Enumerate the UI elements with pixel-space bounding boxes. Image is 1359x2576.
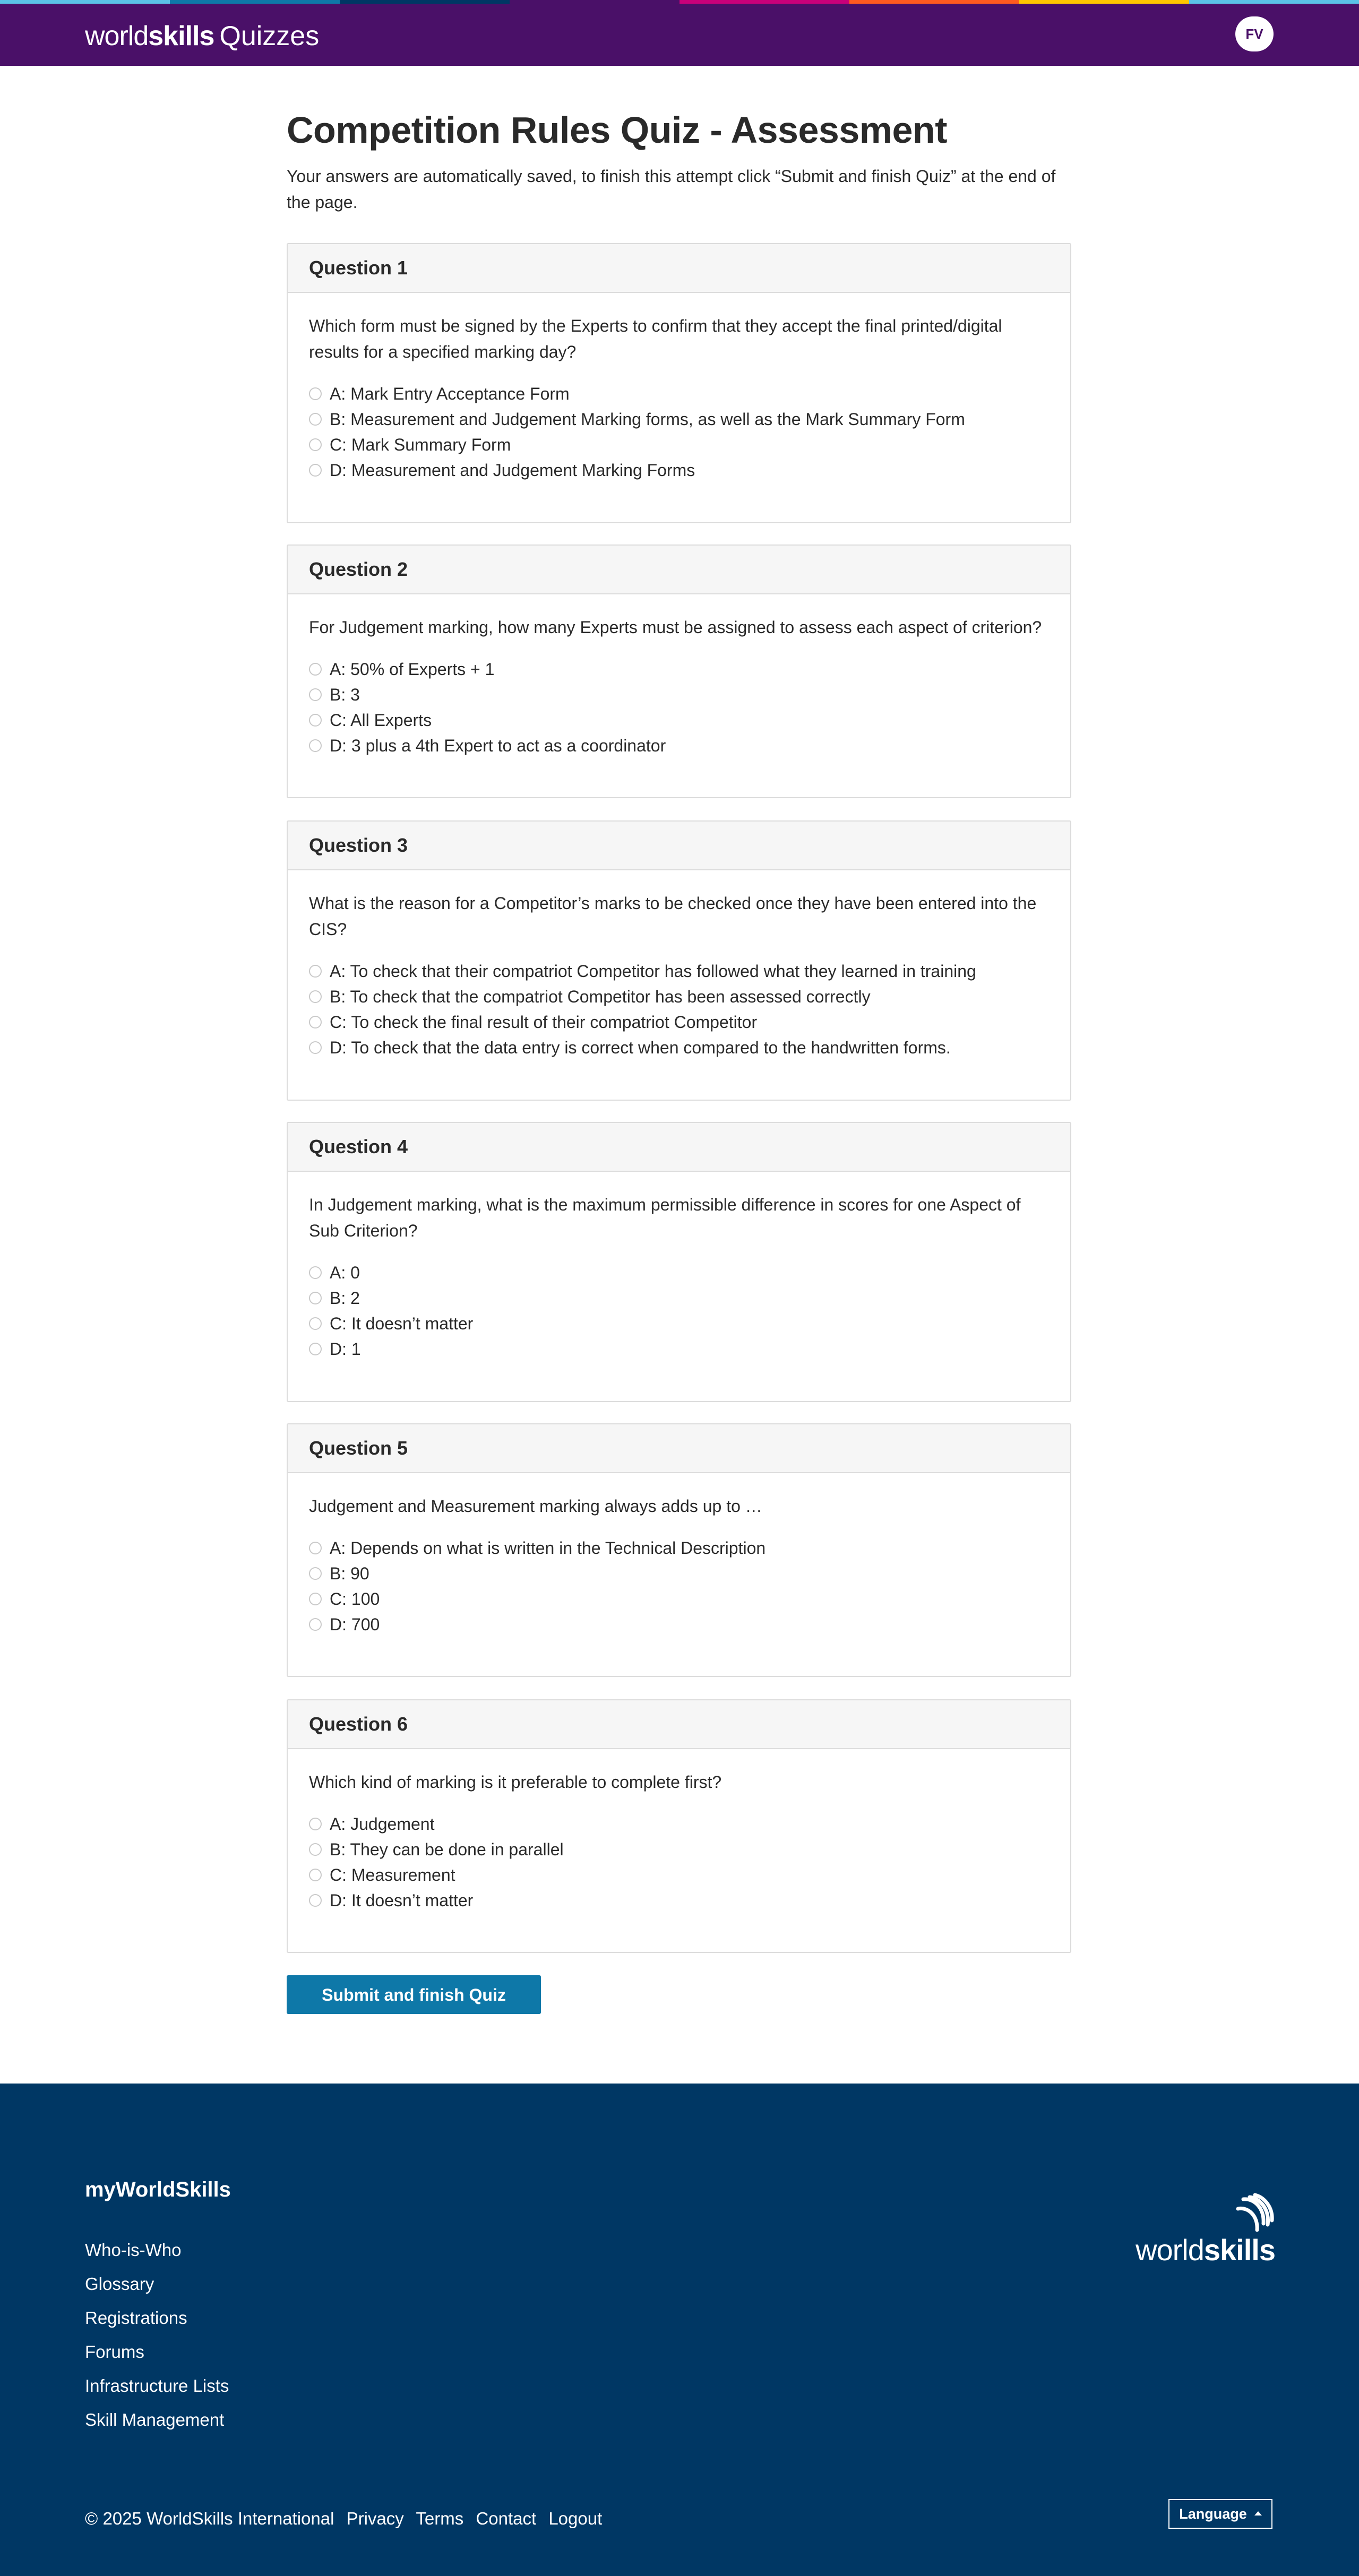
answer-options	[309, 1811, 1049, 1913]
question-body	[288, 1473, 1070, 1637]
radio-button[interactable]	[309, 438, 322, 451]
radio-button[interactable]	[309, 1843, 322, 1856]
question-text: For Judgement marking, how many Experts must be assigned to assess each aspect of criterion?	[309, 618, 1042, 637]
answer-option-label: C: To check the final result of their compatriot Competitor	[330, 1012, 758, 1032]
strip-segment	[849, 0, 1019, 4]
site-header	[0, 4, 1359, 66]
radio-button[interactable]	[309, 1266, 322, 1279]
radio-button[interactable]	[309, 464, 322, 477]
strip-segment	[170, 0, 340, 4]
answer-option[interactable]	[309, 1336, 1049, 1362]
footer-link-infrastructure-lists[interactable]: Infrastructure Lists	[85, 2376, 229, 2396]
answer-option[interactable]	[309, 1035, 1049, 1060]
answer-option[interactable]	[309, 1586, 1049, 1612]
question-card	[287, 820, 1071, 1101]
answer-option-label: A: Depends on what is written in the Technical Description	[330, 1538, 766, 1558]
question-body	[288, 594, 1070, 758]
answer-option[interactable]	[309, 682, 1049, 707]
answer-option[interactable]	[309, 958, 1049, 984]
answer-option[interactable]	[309, 1888, 1049, 1913]
logo-quizzes-text: Quizzes	[219, 21, 320, 51]
footer-logo-text	[1136, 2234, 1275, 2266]
question-text: Judgement and Measurement marking always adds up to …	[309, 1497, 762, 1516]
question-heading: Question 2	[288, 546, 1070, 594]
question-heading: Question 4	[288, 1123, 1070, 1172]
radio-button[interactable]	[309, 1343, 322, 1355]
question-heading: Question 1	[288, 244, 1070, 293]
caret-up-icon	[1254, 2511, 1262, 2516]
question-card	[287, 1423, 1071, 1677]
radio-button[interactable]	[309, 1869, 322, 1881]
footer-link-skill-management[interactable]: Skill Management	[85, 2410, 225, 2430]
answer-options	[309, 381, 1049, 483]
strip-segment	[1189, 0, 1359, 4]
question-text: In Judgement marking, what is the maximum permissible difference in scores for one Aspect of Sub Criterion?	[309, 1195, 1021, 1240]
question-heading: Question 5	[288, 1424, 1070, 1473]
main-content	[287, 106, 1072, 215]
footer-logo-skills: skills	[1203, 2233, 1275, 2267]
answer-option[interactable]	[309, 1862, 1049, 1888]
answer-option[interactable]	[309, 1612, 1049, 1637]
answer-option-label: D: To check that the data entry is correct when compared to the handwritten forms.	[330, 1038, 951, 1057]
radio-button[interactable]	[309, 714, 322, 727]
footer-logo-world: world	[1136, 2233, 1204, 2267]
question-body	[288, 293, 1070, 483]
radio-button[interactable]	[309, 1016, 322, 1028]
strip-segment	[1019, 0, 1189, 4]
answer-option[interactable]	[309, 1811, 1049, 1837]
question-text: Which form must be signed by the Experts to confirm that they accept the final printed/digital results for a specified marking day?	[309, 316, 1002, 361]
site-footer	[0, 2084, 1359, 2576]
answer-option-label: B: 3	[330, 685, 360, 704]
footer-link-glossary[interactable]: Glossary	[85, 2274, 154, 2294]
answer-option-label: D: Measurement and Judgement Marking Forms	[330, 460, 695, 480]
question-card	[287, 544, 1071, 798]
top-color-strip	[0, 0, 1359, 4]
radio-button[interactable]	[309, 1542, 322, 1554]
radio-button[interactable]	[309, 1818, 322, 1830]
radio-button[interactable]	[309, 1317, 322, 1330]
footer-bottom	[85, 2508, 609, 2529]
footer-link-forums[interactable]: Forums	[85, 2342, 144, 2362]
answer-option-label: A: 50% of Experts + 1	[330, 659, 495, 679]
answer-option-label: C: It doesn’t matter	[330, 1313, 474, 1333]
question-body	[288, 1172, 1070, 1362]
radio-button[interactable]	[309, 1894, 322, 1907]
answer-option[interactable]	[309, 432, 1049, 457]
radio-button[interactable]	[309, 965, 322, 978]
answer-option[interactable]	[309, 1561, 1049, 1586]
answer-option-label: C: Measurement	[330, 1865, 455, 1885]
question-heading: Question 3	[288, 822, 1070, 870]
answer-options	[309, 1535, 1049, 1637]
page-intro: Your answers are automatically saved, to finish this attempt click “Submit and finish Quiz” at the end of the page.	[287, 167, 1056, 212]
footer-link-registrations[interactable]: Registrations	[85, 2308, 187, 2328]
logo-world-text: world	[85, 21, 149, 51]
answer-option-label: B: 2	[330, 1288, 360, 1308]
radio-button[interactable]	[309, 1292, 322, 1304]
answer-option[interactable]	[309, 1009, 1049, 1035]
radio-button[interactable]	[309, 663, 322, 676]
answer-option[interactable]	[309, 656, 1049, 682]
radio-button[interactable]	[309, 387, 322, 400]
strip-segment	[0, 0, 170, 4]
answer-option[interactable]	[309, 984, 1049, 1009]
footer-link-who-is-who[interactable]: Who-is-Who	[85, 2240, 182, 2260]
worldskills-hands-icon	[1233, 2193, 1275, 2235]
answer-options	[309, 656, 1049, 758]
radio-button[interactable]	[309, 1618, 322, 1631]
radio-button[interactable]	[309, 1041, 322, 1054]
radio-button[interactable]	[309, 990, 322, 1003]
answer-option[interactable]	[309, 381, 1049, 407]
question-text: What is the reason for a Competitor’s marks to be checked once they have been entered into the CIS?	[309, 894, 1037, 939]
question-heading: Question 6	[288, 1700, 1070, 1749]
page-title: Competition Rules Quiz - Assessment	[287, 109, 948, 151]
question-body	[288, 1749, 1070, 1913]
footer-terms-link[interactable]: Terms	[416, 2509, 464, 2528]
answer-option[interactable]	[309, 1285, 1049, 1311]
strip-segment	[340, 0, 510, 4]
answer-option[interactable]	[309, 707, 1049, 733]
question-card	[287, 1699, 1071, 1953]
answer-option-label: B: Measurement and Judgement Marking forms, as well as the Mark Summary Form	[330, 409, 965, 429]
question-text: Which kind of marking is it preferable to complete first?	[309, 1773, 722, 1792]
answer-option[interactable]	[309, 1535, 1049, 1561]
footer-privacy-link[interactable]: Privacy	[346, 2509, 404, 2528]
answer-option-label: C: Mark Summary Form	[330, 435, 511, 454]
question-body	[288, 870, 1070, 1060]
answer-option-label: D: It doesn’t matter	[330, 1890, 474, 1910]
language-label: Language	[1179, 2506, 1247, 2522]
answer-options	[309, 958, 1049, 1060]
radio-button[interactable]	[309, 413, 322, 426]
language-selector[interactable]	[1168, 2499, 1272, 2529]
user-avatar[interactable]: FV	[1235, 16, 1274, 51]
copyright: © 2025 WorldSkills International	[85, 2509, 334, 2528]
question-card	[287, 243, 1071, 523]
worldskills-footer-logo	[1136, 2193, 1275, 2267]
answer-option-label: C: 100	[330, 1589, 380, 1609]
footer-contact-link[interactable]: Contact	[476, 2509, 537, 2528]
logo-skills-text: skills	[148, 21, 214, 51]
answer-options	[309, 1260, 1049, 1362]
answer-option-label: B: They can be done in parallel	[330, 1839, 564, 1859]
answer-option[interactable]	[309, 1311, 1049, 1336]
submit-finish-quiz-button[interactable]: Submit and finish Quiz	[287, 1975, 541, 2014]
answer-option-label: B: 90	[330, 1563, 369, 1583]
question-card	[287, 1122, 1071, 1402]
footer-links	[85, 2233, 229, 2437]
answer-option-label: B: To check that the compatriot Competitor has been assessed correctly	[330, 987, 871, 1006]
answer-option-label: D: 700	[330, 1614, 380, 1634]
radio-button[interactable]	[309, 688, 322, 701]
answer-option-label: D: 3 plus a 4th Expert to act as a coordinator	[330, 736, 666, 755]
answer-option-label: A: Judgement	[330, 1814, 435, 1834]
answer-option-label: A: 0	[330, 1263, 360, 1282]
answer-option-label: A: Mark Entry Acceptance Form	[330, 384, 570, 403]
footer-title: myWorldSkills	[85, 2178, 231, 2201]
radio-button[interactable]	[309, 1567, 322, 1580]
answer-option[interactable]	[309, 1837, 1049, 1862]
answer-option[interactable]	[309, 407, 1049, 432]
strip-segment	[680, 0, 849, 4]
answer-option-label: C: All Experts	[330, 710, 432, 730]
answer-option[interactable]	[309, 1260, 1049, 1285]
answer-option[interactable]	[309, 733, 1049, 758]
answer-option-label: D: 1	[330, 1339, 361, 1359]
footer-logout-link[interactable]: Logout	[548, 2509, 603, 2528]
radio-button[interactable]	[309, 739, 322, 752]
strip-segment	[510, 0, 680, 4]
answer-option-label: A: To check that their compatriot Competitor has followed what they learned in training	[330, 961, 976, 981]
radio-button[interactable]	[309, 1593, 322, 1605]
answer-option[interactable]	[309, 457, 1049, 483]
worldskills-quizzes-logo[interactable]	[85, 18, 319, 55]
